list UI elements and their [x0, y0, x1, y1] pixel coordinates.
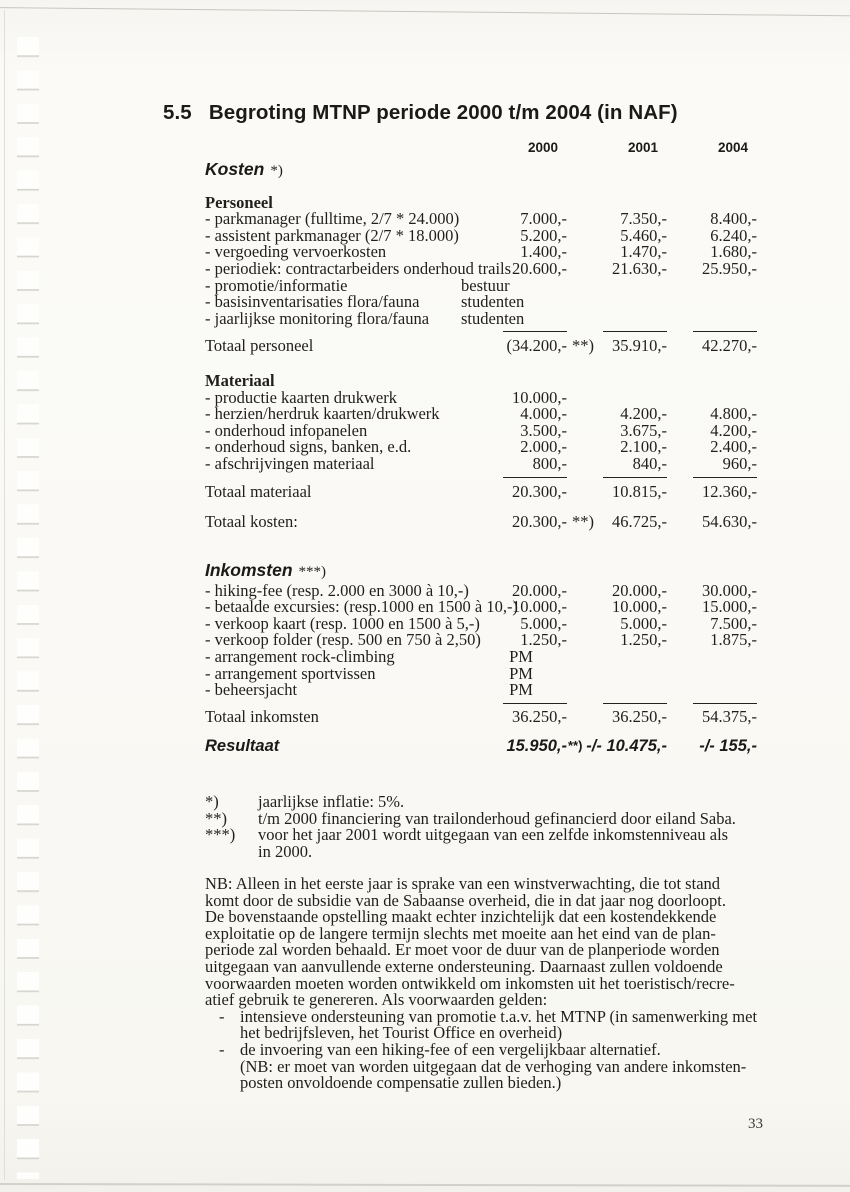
value-2001: 840,-: [632, 453, 667, 473]
value-2004: 15.000,-: [702, 597, 757, 617]
value-2004: 1.875,-: [710, 630, 757, 650]
value-2004: 4.800,-: [710, 404, 757, 424]
value-2000: (34.200,- **): [506, 336, 594, 356]
value-2001: 5.460,-: [620, 225, 667, 245]
row-label: - beheersjacht: [205, 680, 298, 700]
scan-edge-left: [4, 10, 5, 1180]
value-2000: 10.000,-: [512, 597, 567, 617]
value-2000: 1.250,-: [520, 630, 567, 650]
inkomsten-section-header: [205, 559, 765, 583]
value-2000: PM: [509, 663, 533, 683]
value-2000: 4.000,-: [520, 404, 567, 424]
condition-text: intensieve ondersteuning van promotie t.a.v. het MTNP (in samenwerking met het bedrijfsleven, het Tourist Office en overheid): [240, 1006, 758, 1043]
row-label: - assistent parkmanager (2/7 * 18.000): [205, 225, 459, 245]
scan-edge-top: [0, 7, 850, 16]
year-header-row: [205, 140, 765, 157]
value-2000: 800,-: [532, 453, 567, 473]
value-2000: 10.000,-: [512, 387, 567, 407]
value-2000: studenten: [461, 308, 525, 328]
section-number: 5.5: [163, 101, 192, 124]
nb-line: voorwaarden moeten worden ontwikkeld om inkomsten uit het toeristisch/recre-: [205, 973, 735, 993]
value-2004: 960,-: [722, 453, 757, 473]
row-label: - verkoop kaart (resp. 1000 en 1500 à 5,-): [205, 613, 480, 633]
value-2004: -/- 155,-: [699, 737, 757, 756]
row-label: Totaal kosten:: [205, 512, 298, 532]
footnotes: [205, 794, 825, 861]
value-2000: 20.600,-: [512, 258, 567, 278]
kosten-footnote-marker: *): [270, 162, 283, 179]
footnote-marker: *): [205, 792, 219, 811]
condition-item: [205, 1006, 835, 1043]
row-label: - promotie/informatie: [205, 275, 348, 295]
row-label: - vergoeding vervoerkosten: [205, 242, 387, 262]
row-label: - arrangement sportvissen: [205, 663, 376, 683]
nb-line: NB: Alleen in het eerste jaar is sprake van een winstverwachting, die tot stand: [205, 874, 721, 893]
value-2004: 12.360,-: [702, 481, 757, 501]
value-2001: 1.250,-: [620, 630, 667, 650]
value-2004: 6.240,-: [710, 225, 757, 245]
footnote: [205, 827, 825, 860]
row-label: Totaal inkomsten: [205, 706, 319, 726]
row-label: - onderhoud signs, banken, e.d.: [205, 437, 412, 457]
row-label: - hiking-fee (resp. 2.000 en 3000 à 10,-): [205, 580, 469, 600]
inkomsten-header: Inkomsten: [205, 559, 293, 580]
value-2001: 46.725,-: [612, 512, 667, 532]
scan-edge-bottom: [0, 1183, 850, 1187]
condition-text: de invoering van een hiking-fee of een vergelijkbaar alternatief. (NB: er moet van worden uitgegaan dat de verhoging van andere inkomsten- posten onvoldoende compensatie zullen bieden.): [240, 1039, 747, 1093]
list-dash: -: [219, 1006, 225, 1026]
row-label: - basisinventarisaties flora/fauna: [205, 292, 420, 312]
personeel-section-header: Personeel: [205, 192, 273, 212]
value-2004: 7.500,-: [710, 613, 757, 633]
list-dash: -: [219, 1039, 225, 1059]
row-label: - onderhoud infopanelen: [205, 420, 368, 440]
column-rules: [205, 477, 765, 480]
column-rules: [205, 331, 765, 334]
nb-line: De bovenstaande opstelling maakt echter inzichtelijk dat een kostendekkende: [205, 907, 717, 927]
value-2000: PM: [509, 647, 533, 667]
value-2000: 5.200,-: [520, 225, 567, 245]
value-2000: 7.000,-: [520, 209, 567, 229]
column-header-2001: 2001: [627, 140, 658, 155]
value-2000: studenten: [461, 292, 525, 312]
row-label: - parkmanager (fulltime, 2/7 * 24.000): [205, 209, 460, 229]
row-label: Totaal personeel: [205, 336, 314, 356]
page-title: Begroting MTNP periode 2000 t/m 2004 (in NAF): [208, 101, 678, 124]
row-label: Totaal materiaal: [205, 481, 312, 501]
column-rules: [205, 703, 765, 706]
value-2001: 20.000,-: [612, 580, 667, 600]
budget-table: [205, 140, 765, 755]
value-2001: 1.470,-: [620, 242, 667, 262]
value-2000: 20.300,-: [512, 481, 567, 501]
value-2004: 54.375,-: [702, 706, 757, 726]
value-2001: 21.630,-: [612, 258, 667, 278]
value-2000: 2.000,-: [520, 437, 567, 457]
value-2000: 5.000,-: [520, 613, 567, 633]
column-header-2000: 2000: [527, 140, 558, 155]
value-2000: 20.000,-: [512, 580, 567, 600]
row-label: - jaarlijkse monitoring flora/fauna: [205, 308, 430, 328]
value-2001: 3.675,-: [620, 420, 667, 440]
kosten-header-row: [205, 158, 765, 182]
footnote-marker: ***): [205, 825, 236, 845]
value-2004: 54.630,-: [702, 512, 757, 532]
binding-holes: [17, 37, 39, 1179]
value-2001: 7.350,-: [620, 209, 667, 229]
value-2004: 25.950,-: [702, 258, 757, 278]
row-label: - verkoop folder (resp. 500 en 750 à 2,50): [205, 630, 481, 650]
footnote-ref: **): [572, 512, 594, 532]
nb-paragraph: [205, 876, 835, 1092]
nb-line: periode zal worden behaald. Er moet voor de duur van de planperiode worden: [205, 940, 720, 960]
value-2004: 2.400,-: [710, 437, 757, 457]
section-title: [163, 101, 678, 125]
row-label: - productie kaarten drukwerk: [205, 387, 397, 407]
kosten-header: Kosten: [205, 158, 265, 179]
value-2000: 20.300,- **): [512, 512, 594, 532]
value-2000: 36.250,-: [512, 706, 567, 726]
value-2001: 35.910,-: [612, 336, 667, 356]
value-2004: 30.000,-: [702, 580, 757, 600]
value-2004: 8.400,-: [710, 209, 757, 229]
footnote-ref: **): [572, 336, 594, 356]
footnote-text: t/m 2000 financiering van trailonderhoud gefinancierd door eiland Saba.: [258, 808, 736, 828]
value-2004: 42.270,-: [702, 336, 757, 356]
nb-line: exploitatie op de langere termijn slechts met moeite aan het eind van de plan-: [205, 923, 716, 943]
value-2000: 15.950,- **): [506, 737, 583, 756]
value-2000: 3.500,-: [520, 420, 567, 440]
value-2000: bestuur: [461, 275, 510, 295]
totaal-materiaal-row: [205, 481, 765, 501]
inkomsten-footnote-marker: ***): [298, 563, 327, 580]
resultaat-row: [205, 738, 765, 755]
footnote-text: jaarlijkse inflatie: 5%.: [258, 792, 405, 811]
value-2000: 1.400,-: [520, 242, 567, 262]
nb-line: uitgegaan van aanvullende externe ondersteuning. Daarnaast zullen voldoende: [205, 956, 723, 976]
page-number: 33: [748, 1116, 763, 1132]
value-2001: 4.200,-: [620, 404, 667, 424]
nb-line: atief gebruik te genereren. Als voorwaarden gelden:: [205, 990, 548, 1010]
row-label: - periodiek: contractarbeiders onderhoud trails: [205, 258, 512, 278]
value-2001: 10.815,-: [612, 481, 667, 501]
value-2001: 36.250,-: [612, 706, 667, 726]
value-2001: -/- 10.475,-: [586, 737, 667, 756]
value-2001: 2.100,-: [620, 437, 667, 457]
table-row: [205, 453, 765, 473]
table-row: [205, 682, 765, 699]
nb-line: komt door de subsidie van de Sabaanse overheid, die in dat jaar nog doorloopt.: [205, 890, 726, 910]
totaal-personeel-row: [205, 338, 765, 355]
value-2004: 4.200,-: [710, 420, 757, 440]
footnote-text: voor het jaar 2001 wordt uitgegaan van een zelfde inkomstenniveau als in 2000.: [258, 825, 729, 862]
materiaal-section-header: Materiaal: [205, 370, 275, 390]
value-2004: 1.680,-: [710, 242, 757, 262]
value-2001: 10.000,-: [612, 597, 667, 617]
value-2001: 5.000,-: [620, 613, 667, 633]
column-header-2004: 2004: [717, 140, 748, 155]
condition-item: [205, 1039, 835, 1093]
row-label: - arrangement rock-climbing: [205, 647, 395, 667]
footnote-marker: **): [205, 808, 227, 828]
row-label: Resultaat: [205, 737, 280, 756]
row-label: - herzien/herdruk kaarten/drukwerk: [205, 404, 440, 424]
value-2000: PM: [509, 680, 533, 700]
table-row: [205, 308, 765, 328]
totaal-kosten-row: [205, 514, 765, 531]
row-label: - afschrijvingen materiaal: [205, 453, 375, 473]
footnote-ref: **): [568, 738, 583, 754]
row-label: - betaalde excursies: (resp.1000 en 1500 à 10,-): [205, 597, 518, 617]
totaal-inkomsten-row: [205, 706, 765, 726]
